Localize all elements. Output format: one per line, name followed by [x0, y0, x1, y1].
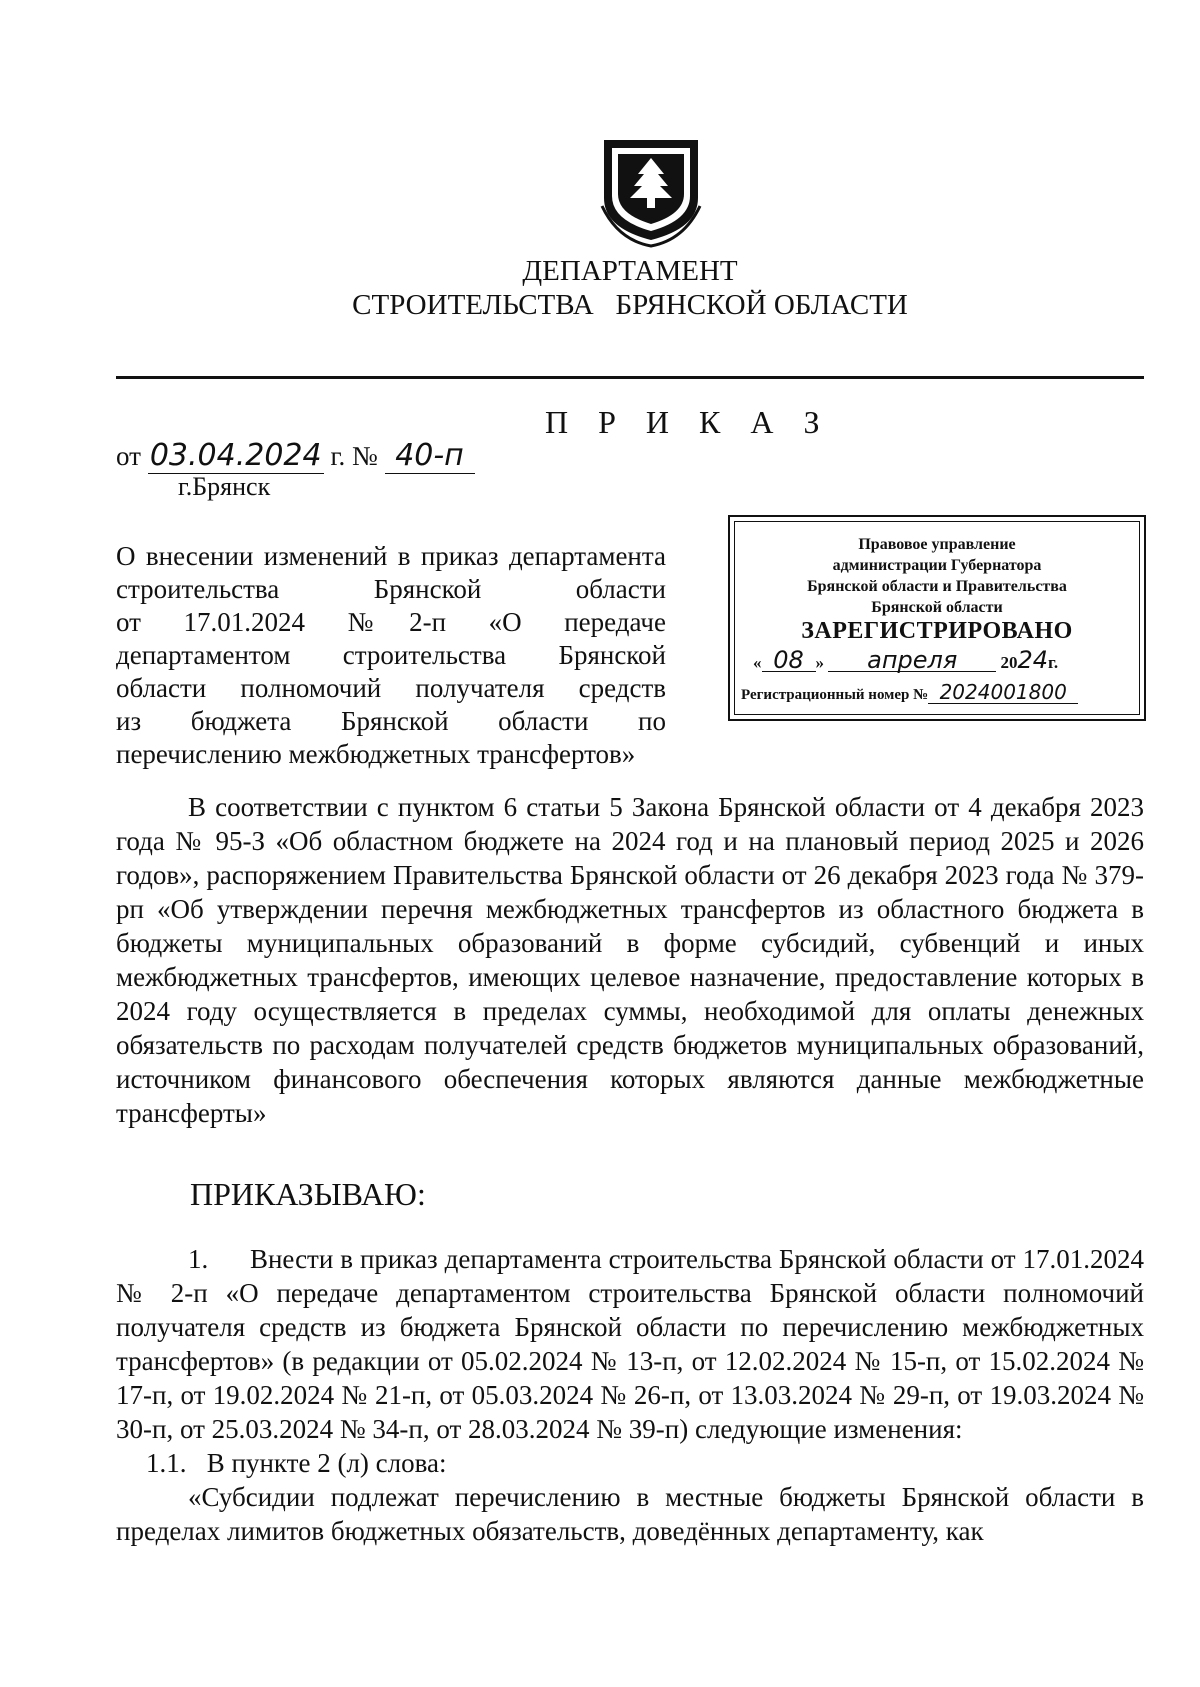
stamp-day: 08 [762, 650, 816, 672]
stamp-reg-line [735, 682, 1139, 706]
subject-line: строительства Брянской области [116, 574, 666, 604]
from-label: от [116, 441, 141, 471]
order-number: 40-п [385, 438, 475, 474]
subject-line: из бюджета Брянской области по [116, 706, 666, 736]
subject-line: от 17.01.2024 №2-п «О передаче [116, 607, 666, 637]
preamble-paragraph: В соответствии с пунктом 6 статьи 5 Закона Брянской области от 4 декабря 2023 года № 95-З «Об областном бюджете на 2024 год и на плановый период 2025 и 2026 годов», распоряжением Правительства Брянской области от 26 декабря 2023 года № 379-рп «Об утверждении перечня межбюджетных трансфертов из областного бюджета в бюджеты муниципальных образований в форме субсидий, субвенций и иных межбюджетных трансфертов, имеющих целевое назначение, предоставление которых в 2024 году осуществляется в пределах суммы, необходимой для оплаты денежных обязательств по расходам получателей средств бюджетов муниципальных образований, источником финансового обеспечения которых являются данные межбюджетные трансферты» [116, 792, 1144, 1128]
stamp-line: Брянской области и Правительства [807, 578, 1067, 595]
stamp-year-suffix: г. [1048, 653, 1059, 672]
stamp-line: администрации Губернатора [832, 557, 1042, 574]
order-items [116, 1242, 1151, 1548]
city: г.Брянск [178, 472, 271, 501]
order-date-number-line [116, 438, 475, 474]
header-divider [116, 376, 1144, 379]
number-label: г. № [330, 441, 378, 471]
coat-of-arms [598, 136, 704, 248]
stamp-reg-label: Регистрационный номер № [741, 687, 929, 703]
department-name-line2: СТРОИТЕЛЬСТВА БРЯНСКОЙ ОБЛАСТИ [352, 289, 908, 321]
crest-icon [598, 136, 704, 248]
stamp-year: 24 [1017, 646, 1049, 674]
order-date: 03.04.2024 [148, 438, 324, 474]
stamp-date-line: « 08 » апреля 2024г. [753, 646, 1059, 674]
order-subject [116, 540, 666, 771]
stamp-reg-number: 2024001800 [928, 682, 1078, 704]
stamp-line: Правовое управление [858, 536, 1016, 553]
stamp-line: Брянской области [871, 599, 1003, 616]
document-type: П Р И К А З [545, 404, 831, 440]
stamp-month: апреля [828, 650, 996, 672]
item-1: 1. Внести в приказ департамента строительства Брянской области от 17.01.2024 № 2-п «О передаче департаментом строительства Брянской области полномочий получателя средств из бюджета Брянской области по перечислению межбюджетных трансфертов» (в редакции от 05.02.2024 № 13-п, от 12.02.2024 № 15-п, от 15.02.2024 № 17-п, от 19.02.2024 № 21-п, от 05.03.2024 № 26-п, от 13.03.2024 № 29-п, от 19.03.2024 № 30-п, от 25.03.2024 № 34-п, от 28.03.2024 № 39-п) следующие изменения: [116, 1244, 1151, 1444]
subject-line: О внесении изменений в приказ департамента [116, 541, 666, 571]
order-word: ПРИКАЗЫВАЮ: [190, 1176, 426, 1212]
stamp-registered: ЗАРЕГИСТРИРОВАНО [801, 618, 1073, 644]
subject-line: области полномочий получателя средств [116, 673, 666, 703]
quote-paragraph: «Субсидии подлежат перечислению в местные бюджеты Брянской области в пределах лимитов бюджетных обязательств, доведённых департаменту, как [116, 1482, 1144, 1546]
stamp-year-prefix: 20 [1000, 653, 1018, 672]
registration-stamp [728, 515, 1146, 721]
preamble-block [116, 790, 1144, 1130]
department-name-line1: ДЕПАРТАМЕНТ [522, 255, 738, 287]
subject-line: перечислению межбюджетных трансфертов» [116, 739, 636, 769]
subject-line: департаментом строительства Брянской [116, 640, 666, 670]
item-1-1: 1.1. В пункте 2 (л) слова: [146, 1448, 447, 1478]
